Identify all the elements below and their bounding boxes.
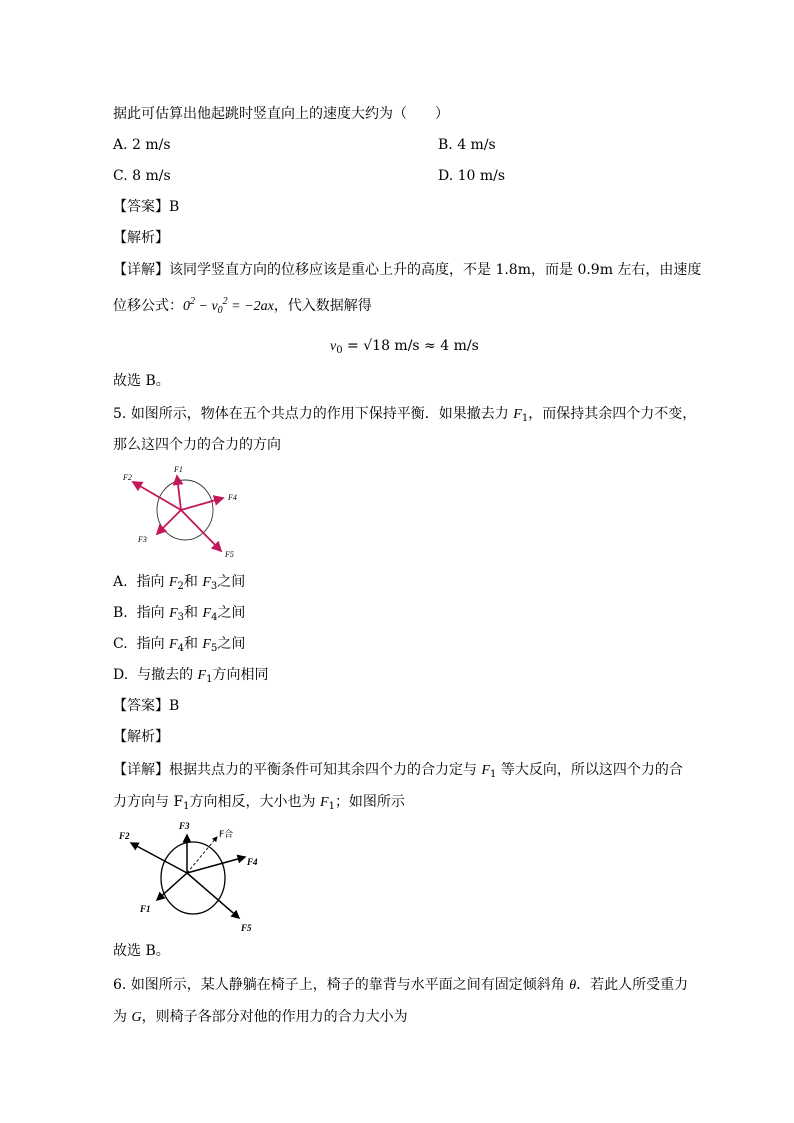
q5-option-a: A. 指向 $F_2$和 $F_3$之间 — [113, 574, 246, 592]
q4-stem: 据此可估算出他起跳时竖直向上的速度大约为（ ） — [113, 106, 449, 122]
label-f5: F5 — [241, 923, 252, 933]
label-f4: F4 — [247, 857, 258, 867]
body-circle — [157, 480, 213, 540]
q5-option-d: D. 与撤去的 $F_1$方向相同 — [113, 667, 269, 685]
q4-option-a: A. 2 m/s — [113, 137, 171, 153]
q5-analysis-tag: 【解析】 — [113, 729, 169, 745]
q5-stem-line2: 那么这四个力的合力的方向 — [113, 437, 281, 453]
q4-detail-line2: 位移公式：$0^2 - v_0^2 = -2ax$，代入数据解得 — [113, 296, 372, 316]
q4-formula: $v_0 = √18$ m/s ≈ 4 m/s — [330, 338, 479, 356]
arrow-f5 — [187, 873, 239, 918]
label-f3: F3 — [138, 535, 147, 544]
arrow-f2 — [131, 843, 187, 873]
q4-option-b: B. 4 m/s — [438, 137, 496, 153]
label-f2: F2 — [119, 831, 130, 841]
q5-solution-diagram — [113, 815, 273, 935]
label-f2: F2 — [123, 473, 132, 482]
q5-force-diagram — [113, 460, 248, 562]
q5-detail-line2: 力方向与 $F_1$方向相反，大小也为 $F_1$；如图所示 — [113, 794, 405, 812]
q6-line1: 6. 如图所示，某人静躺在椅子上，椅子的靠背与水平面之间有固定倾斜角 θ．若此人所受重力 — [113, 977, 689, 993]
q4-option-d: D. 10 m/s — [438, 168, 506, 184]
label-f4: F4 — [228, 493, 237, 502]
q5-conclusion: 故选 B。 — [113, 943, 170, 959]
q5-stem-line1: 5. 如图所示，物体在五个共点力的作用下保持平衡．如果撤去力 $F_1$，而保持其余四个力不变， — [113, 406, 697, 424]
q6-line2: 为 G，则椅子各部分对他的作用力的合力大小为 — [113, 1009, 408, 1025]
arrow-f1 — [177, 476, 181, 510]
label-f1: F1 — [140, 904, 151, 914]
label-f5: F5 — [225, 550, 234, 559]
q5-answer: 【答案】B — [113, 698, 180, 714]
arrow-f3 — [157, 510, 181, 534]
label-f3: F3 — [179, 821, 190, 831]
label-f-resultant: F合 — [219, 830, 234, 840]
arrow-f4 — [187, 857, 245, 873]
q4-answer: 【答案】B — [113, 199, 180, 215]
q5-detail-line1: 【详解】根据共点力的平衡条件可知其余四个力的合力定与 $F_1$ 等大反向，所以这四个力的合 — [113, 762, 683, 780]
q4-analysis-tag: 【解析】 — [113, 230, 169, 246]
arrow-f4 — [181, 498, 223, 510]
q5-option-b: B. 指向 $F_3$和 $F_4$之间 — [113, 605, 246, 623]
q4-detail-line1: 【详解】该同学竖直方向的位移应该是重心上升的高度，不是 1.8m，而是 0.9m 左右，由速度 — [113, 262, 702, 278]
arrow-f5 — [181, 510, 221, 551]
label-f1: F1 — [174, 465, 183, 474]
q4-conclusion: 故选 B。 — [113, 373, 170, 389]
q4-option-c: C. 8 m/s — [113, 168, 171, 184]
q5-option-c: C. 指向 $F_4$和 $F_5$之间 — [113, 636, 246, 654]
